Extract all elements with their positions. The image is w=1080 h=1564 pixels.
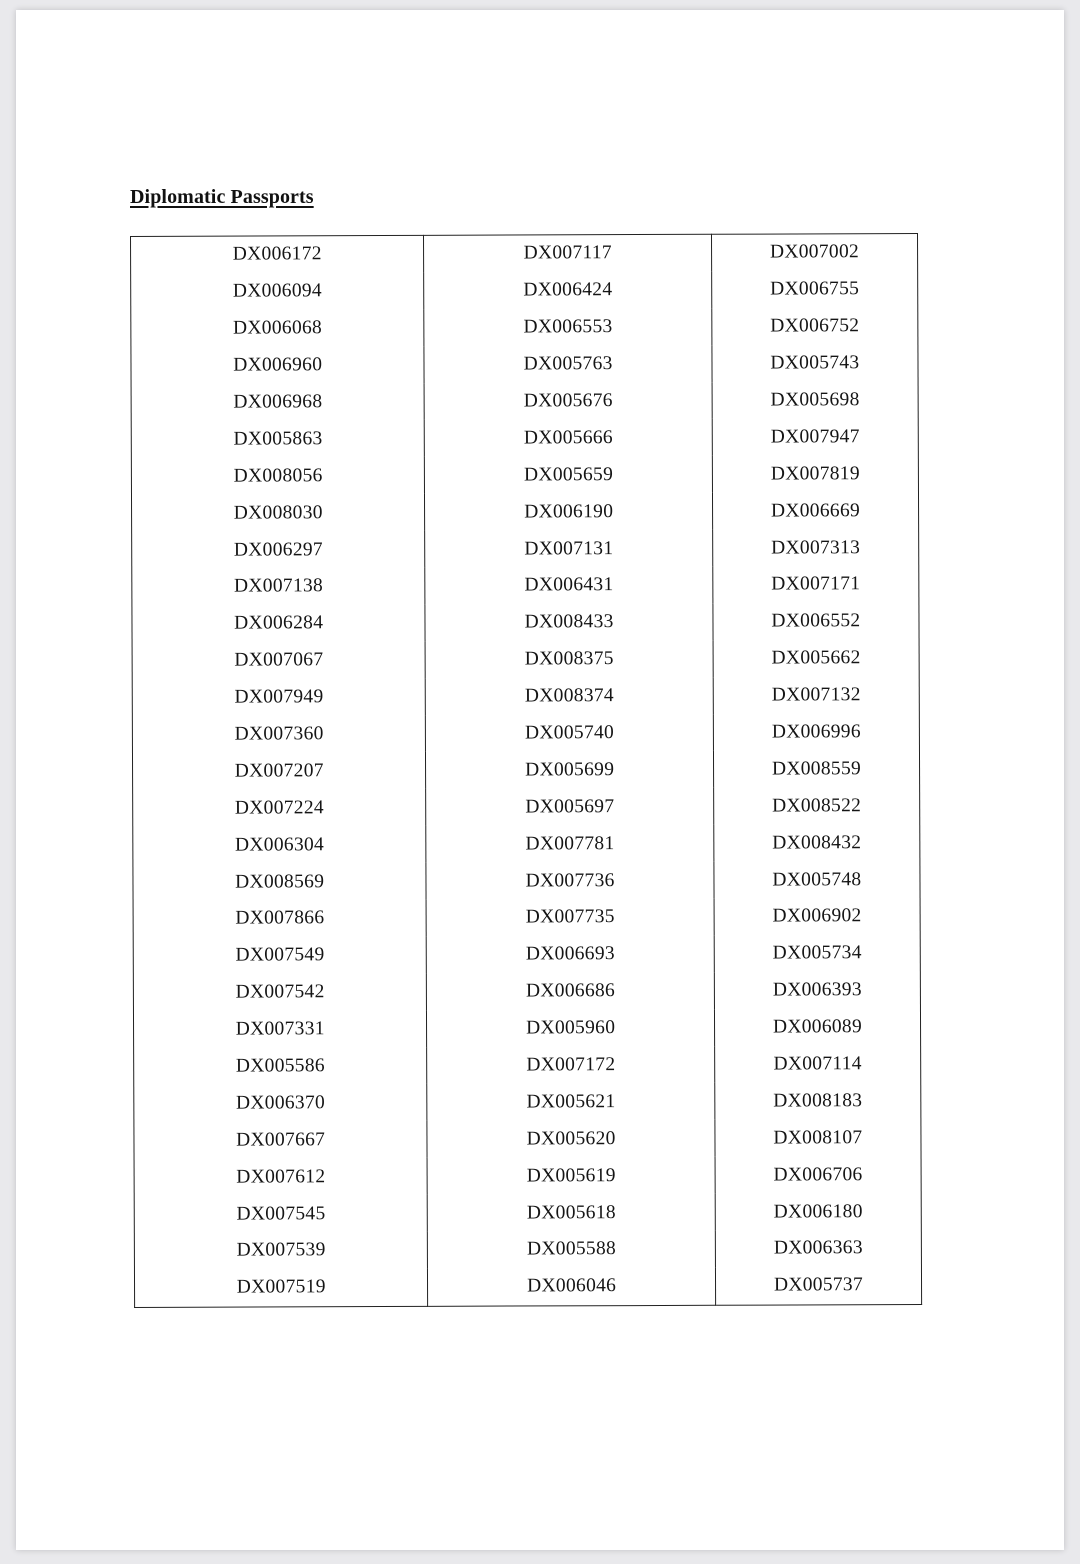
table-row bbox=[134, 1230, 921, 1270]
passport-number-cell: DX006180 bbox=[715, 1193, 921, 1231]
table-row bbox=[133, 861, 920, 901]
passport-number-cell: DX007539 bbox=[134, 1232, 428, 1270]
passport-number-cell: DX007171 bbox=[713, 566, 919, 604]
passport-number-cell: DX007002 bbox=[711, 233, 917, 271]
table-row bbox=[131, 345, 918, 385]
passport-number-cell: DX008569 bbox=[133, 863, 427, 901]
passport-number-cell: DX007131 bbox=[425, 530, 713, 568]
table-row bbox=[134, 1119, 921, 1159]
passport-number-cell: DX007949 bbox=[132, 679, 426, 717]
passport-number-cell: DX007172 bbox=[427, 1046, 715, 1084]
passport-number-cell: DX007224 bbox=[133, 789, 427, 827]
passport-number-cell: DX008183 bbox=[715, 1082, 921, 1120]
passport-number-cell: DX005697 bbox=[426, 788, 714, 826]
passport-number-cell: DX005863 bbox=[131, 420, 425, 458]
passport-number-cell: DX006370 bbox=[134, 1084, 428, 1122]
document-page bbox=[16, 10, 1064, 1550]
passport-number-cell: DX006669 bbox=[712, 492, 918, 530]
passport-number-cell: DX006297 bbox=[132, 531, 426, 569]
table-row bbox=[134, 1193, 921, 1233]
passport-number-cell: DX006693 bbox=[427, 936, 715, 974]
passport-number-cell: DX005748 bbox=[714, 861, 920, 899]
passport-number-cell: DX005763 bbox=[424, 345, 712, 383]
passport-number-cell: DX007360 bbox=[132, 715, 426, 753]
table-row bbox=[132, 750, 919, 790]
passport-number-cell: DX007138 bbox=[132, 568, 426, 606]
table-row bbox=[131, 455, 918, 495]
passport-number-cell: DX007866 bbox=[133, 900, 427, 938]
passport-number-cell: DX008107 bbox=[715, 1119, 921, 1157]
passport-number-cell: DX006424 bbox=[424, 272, 712, 310]
passport-number-cell: DX007947 bbox=[712, 418, 918, 456]
table-row bbox=[133, 1009, 920, 1049]
passport-number-cell: DX006553 bbox=[424, 309, 712, 347]
table-row bbox=[133, 787, 920, 827]
passport-number-cell: DX007542 bbox=[133, 974, 427, 1012]
passport-number-cell: DX008432 bbox=[714, 824, 920, 862]
passport-number-cell: DX008030 bbox=[131, 494, 425, 532]
table-row bbox=[134, 1267, 921, 1307]
passport-number-cell: DX005737 bbox=[715, 1267, 921, 1305]
passport-table bbox=[130, 233, 922, 1308]
table-row bbox=[131, 382, 918, 422]
passport-number-cell: DX005734 bbox=[714, 935, 920, 973]
table-row bbox=[132, 640, 919, 680]
table-row bbox=[132, 529, 919, 569]
passport-number-cell: DX006706 bbox=[715, 1156, 921, 1194]
passport-number-cell: DX007549 bbox=[133, 937, 427, 975]
passport-number-cell: DX005620 bbox=[427, 1120, 715, 1158]
passport-number-cell: DX006902 bbox=[714, 898, 920, 936]
table-row bbox=[133, 898, 920, 938]
passport-number-cell: DX008433 bbox=[425, 604, 713, 642]
passport-number-cell: DX005960 bbox=[427, 1009, 715, 1047]
passport-number-cell: DX006284 bbox=[132, 605, 426, 643]
table-row bbox=[132, 714, 919, 754]
passport-number-cell: DX007331 bbox=[133, 1011, 427, 1049]
passport-number-cell: DX008374 bbox=[426, 677, 714, 715]
passport-number-cell: DX006996 bbox=[713, 714, 919, 752]
passport-number-cell: DX005618 bbox=[428, 1194, 716, 1232]
table-row bbox=[132, 677, 919, 717]
passport-number-cell: DX006686 bbox=[427, 973, 715, 1011]
passport-number-cell: DX006431 bbox=[425, 567, 713, 605]
passport-number-cell: DX008375 bbox=[425, 641, 713, 679]
passport-number-cell: DX006172 bbox=[131, 235, 425, 274]
table-row bbox=[133, 972, 920, 1012]
table-row bbox=[131, 308, 918, 348]
passport-number-cell: DX005659 bbox=[425, 456, 713, 494]
table-row bbox=[132, 603, 919, 643]
passport-number-cell: DX007667 bbox=[134, 1121, 428, 1159]
passport-number-cell: DX006752 bbox=[712, 308, 918, 346]
passport-number-cell: DX005619 bbox=[427, 1157, 715, 1195]
table-row bbox=[131, 271, 918, 311]
passport-number-cell: DX007735 bbox=[426, 899, 714, 937]
passport-number-cell: DX006363 bbox=[715, 1230, 921, 1268]
passport-number-cell: DX007781 bbox=[426, 825, 714, 863]
passport-table-body bbox=[131, 233, 922, 1307]
passport-number-cell: DX005676 bbox=[424, 382, 712, 420]
passport-number-cell: DX007114 bbox=[715, 1046, 921, 1084]
passport-number-cell: DX007207 bbox=[132, 752, 426, 790]
passport-number-cell: DX008056 bbox=[131, 457, 425, 495]
passport-number-cell: DX005586 bbox=[134, 1047, 428, 1085]
passport-number-cell: DX007132 bbox=[713, 677, 919, 715]
passport-number-cell: DX005698 bbox=[712, 382, 918, 420]
passport-number-cell: DX006068 bbox=[131, 310, 425, 348]
passport-number-cell: DX007545 bbox=[134, 1195, 428, 1233]
passport-number-cell: DX006960 bbox=[131, 347, 425, 385]
table-row bbox=[133, 824, 920, 864]
table-row bbox=[131, 492, 918, 532]
passport-number-cell: DX006190 bbox=[425, 493, 713, 531]
passport-number-cell: DX006755 bbox=[712, 271, 918, 309]
passport-number-cell: DX006046 bbox=[428, 1268, 716, 1306]
passport-number-cell: DX007313 bbox=[713, 529, 919, 567]
passport-number-cell: DX005662 bbox=[713, 640, 919, 678]
passport-number-cell: DX005666 bbox=[425, 419, 713, 457]
table-row bbox=[133, 935, 920, 975]
passport-number-cell: DX008559 bbox=[713, 750, 919, 788]
passport-number-cell: DX007736 bbox=[426, 862, 714, 900]
table-row bbox=[132, 566, 919, 606]
passport-number-cell: DX005740 bbox=[426, 714, 714, 752]
passport-number-cell: DX005699 bbox=[426, 751, 714, 789]
passport-number-cell: DX007819 bbox=[712, 455, 918, 493]
passport-number-cell: DX007117 bbox=[424, 234, 712, 272]
passport-number-cell: DX005588 bbox=[428, 1231, 716, 1269]
passport-number-cell: DX005743 bbox=[712, 345, 918, 383]
table-row bbox=[131, 418, 918, 458]
document-title: Diplomatic Passports bbox=[130, 186, 314, 208]
passport-number-cell: DX006552 bbox=[713, 603, 919, 641]
table-row bbox=[134, 1046, 921, 1086]
table-row bbox=[134, 1082, 921, 1122]
passport-number-cell: DX007519 bbox=[134, 1269, 428, 1308]
passport-number-cell: DX007612 bbox=[134, 1158, 428, 1196]
passport-number-cell: DX006304 bbox=[133, 826, 427, 864]
passport-number-cell: DX006393 bbox=[714, 972, 920, 1010]
passport-number-cell: DX007067 bbox=[132, 642, 426, 680]
passport-number-cell: DX006968 bbox=[131, 383, 425, 421]
passport-number-cell: DX008522 bbox=[714, 787, 920, 825]
table-row bbox=[131, 233, 918, 273]
table-row bbox=[134, 1156, 921, 1196]
passport-number-cell: DX006094 bbox=[131, 273, 425, 311]
passport-number-cell: DX005621 bbox=[427, 1083, 715, 1121]
passport-number-cell: DX006089 bbox=[714, 1009, 920, 1047]
